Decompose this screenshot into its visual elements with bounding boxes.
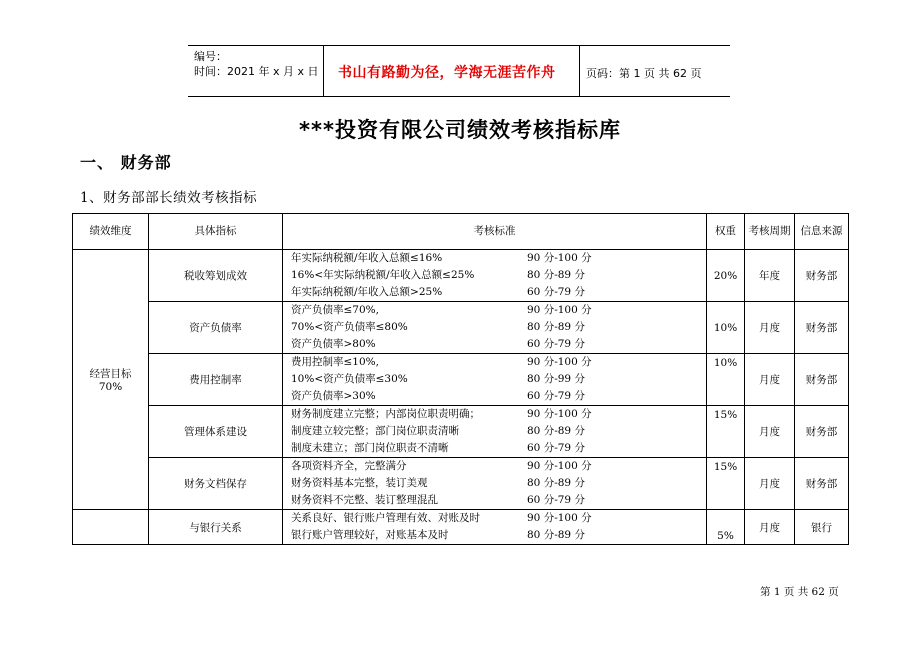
table-row xyxy=(73,250,849,302)
dimension-cell-empty xyxy=(73,510,149,545)
dimension-weight: 70% xyxy=(98,381,123,393)
weight-cell: 20% xyxy=(707,250,745,302)
table-row xyxy=(73,406,849,458)
standard-line xyxy=(291,440,706,457)
header-divider xyxy=(323,46,324,96)
table-row xyxy=(73,510,849,545)
period-cell: 月度 xyxy=(745,458,795,510)
table-header-row xyxy=(73,214,849,250)
standard-text: 财务资料不完整、装订整理混乱 xyxy=(291,494,438,506)
table-row xyxy=(73,458,849,510)
indicator-cell: 管理体系建设 xyxy=(149,406,283,458)
page-footer: 第 1 页 共 62 页 xyxy=(760,586,839,598)
header-dimension: 绩效维度 xyxy=(73,214,149,250)
period-cell: 月度 xyxy=(745,406,795,458)
header-period: 考核周期 xyxy=(745,214,795,250)
standard-text: 各项资料齐全，完整满分 xyxy=(291,460,407,472)
standard-cell xyxy=(283,354,707,406)
document-title: ***投资有限公司绩效考核指标库 xyxy=(299,118,621,142)
score-range: 60 分-79 分 xyxy=(527,286,585,298)
weight-cell: 15% xyxy=(707,406,745,458)
standard-line xyxy=(291,458,706,475)
score-range: 60 分-79 分 xyxy=(527,390,585,402)
page-header xyxy=(188,45,730,97)
score-range: 80 分-89 分 xyxy=(527,529,585,541)
score-range: 80 分-89 分 xyxy=(527,477,585,489)
standard-text: 70%<资产负债率≤80% xyxy=(291,321,408,333)
standard-line xyxy=(291,319,706,336)
standard-text: 资产负债率≤70%, xyxy=(291,304,379,316)
standard-cell xyxy=(283,250,707,302)
score-range: 90 分-100 分 xyxy=(527,356,592,368)
standard-cell xyxy=(283,458,707,510)
weight-cell: 10% xyxy=(707,354,745,406)
dimension-label: 经营目标 xyxy=(89,368,132,380)
period-cell: 月度 xyxy=(745,354,795,406)
header-page-info: 页码：第 1 页 共 62 页 xyxy=(586,67,702,80)
standard-text: 关系良好、银行账户管理有效、对账及时 xyxy=(291,512,480,524)
standard-line xyxy=(291,284,706,301)
score-range: 90 分-100 分 xyxy=(527,252,592,264)
source-cell: 银行 xyxy=(795,510,849,545)
standard-text: 制度建立较完整；部门岗位职责清晰 xyxy=(291,425,459,437)
score-range: 80 分-89 分 xyxy=(527,269,585,281)
header-divider xyxy=(579,46,580,96)
weight-cell: 5% xyxy=(707,510,745,545)
standard-line xyxy=(291,302,706,319)
score-range: 90 分-100 分 xyxy=(527,304,592,316)
score-range: 90 分-100 分 xyxy=(527,408,592,420)
score-range: 60 分-79 分 xyxy=(527,338,585,350)
period-cell: 月度 xyxy=(745,302,795,354)
table-row xyxy=(73,302,849,354)
weight-cell: 15% xyxy=(707,458,745,510)
standard-cell xyxy=(283,406,707,458)
standard-text: 16%<年实际纳税额/年收入总额≤25% xyxy=(291,269,475,281)
source-cell: 财务部 xyxy=(795,406,849,458)
standard-line xyxy=(291,388,706,405)
header-indicator: 具体指标 xyxy=(149,214,283,250)
dimension-cell xyxy=(73,250,149,510)
standard-text: 财务制度建立完整；内部岗位职责明确； xyxy=(291,408,480,420)
score-range: 80 分-99 分 xyxy=(527,373,585,385)
standard-text: 年实际纳税额/年收入总额≤16% xyxy=(291,252,443,264)
indicator-cell: 费用控制率 xyxy=(149,354,283,406)
indicator-cell: 财务文档保存 xyxy=(149,458,283,510)
standard-text: 年实际纳税额/年收入总额>25% xyxy=(291,286,443,298)
indicator-cell: 税收筹划成效 xyxy=(149,250,283,302)
standard-line xyxy=(291,371,706,388)
header-weight: 权重 xyxy=(707,214,745,250)
standard-line xyxy=(291,492,706,509)
score-range: 90 分-100 分 xyxy=(527,460,592,472)
score-range: 80 分-89 分 xyxy=(527,425,585,437)
standard-line xyxy=(291,510,706,527)
indicator-cell: 与银行关系 xyxy=(149,510,283,545)
source-cell: 财务部 xyxy=(795,250,849,302)
period-cell: 年度 xyxy=(745,250,795,302)
standard-cell xyxy=(283,302,707,354)
indicator-cell: 资产负债率 xyxy=(149,302,283,354)
section-heading: 一、 财务部 xyxy=(80,153,172,172)
standard-line xyxy=(291,475,706,492)
standard-text: 银行账户管理较好，对账基本及时 xyxy=(291,529,449,541)
standard-text: 费用控制率≤10%, xyxy=(291,356,379,368)
standard-line xyxy=(291,354,706,371)
score-range: 90 分-100 分 xyxy=(527,512,592,524)
weight-cell: 10% xyxy=(707,302,745,354)
standard-text: 财务资料基本完整，装订美观 xyxy=(291,477,428,489)
standard-line xyxy=(291,406,706,423)
time-label: 时间：2021 年 x 月 x 日 xyxy=(194,65,319,78)
header-source: 信息来源 xyxy=(795,214,849,250)
standard-text: 10%<资产负债率≤30% xyxy=(291,373,408,385)
score-range: 60 分-79 分 xyxy=(527,442,585,454)
header-motto: 书山有路勤为径，学海无涯苦作舟 xyxy=(338,65,556,81)
standard-text: 制度未建立；部门岗位职责不清晰 xyxy=(291,442,449,454)
standard-line xyxy=(291,267,706,284)
source-cell: 财务部 xyxy=(795,458,849,510)
standard-text: 资产负债率>30% xyxy=(291,390,376,402)
standard-cell xyxy=(283,510,707,545)
standard-line xyxy=(291,336,706,353)
score-range: 80 分-89 分 xyxy=(527,321,585,333)
subsection-heading: 1、财务部部长绩效考核指标 xyxy=(80,190,258,206)
standard-line xyxy=(291,527,706,544)
standard-text: 资产负债率>80% xyxy=(291,338,376,350)
source-cell: 财务部 xyxy=(795,354,849,406)
code-label: 编号： xyxy=(194,50,227,63)
header-meta xyxy=(188,46,323,96)
header-standard: 考核标准 xyxy=(283,214,707,250)
kpi-table xyxy=(72,213,849,545)
standard-line xyxy=(291,250,706,267)
table-row xyxy=(73,354,849,406)
score-range: 60 分-79 分 xyxy=(527,494,585,506)
period-cell: 月度 xyxy=(745,510,795,545)
standard-line xyxy=(291,423,706,440)
source-cell: 财务部 xyxy=(795,302,849,354)
